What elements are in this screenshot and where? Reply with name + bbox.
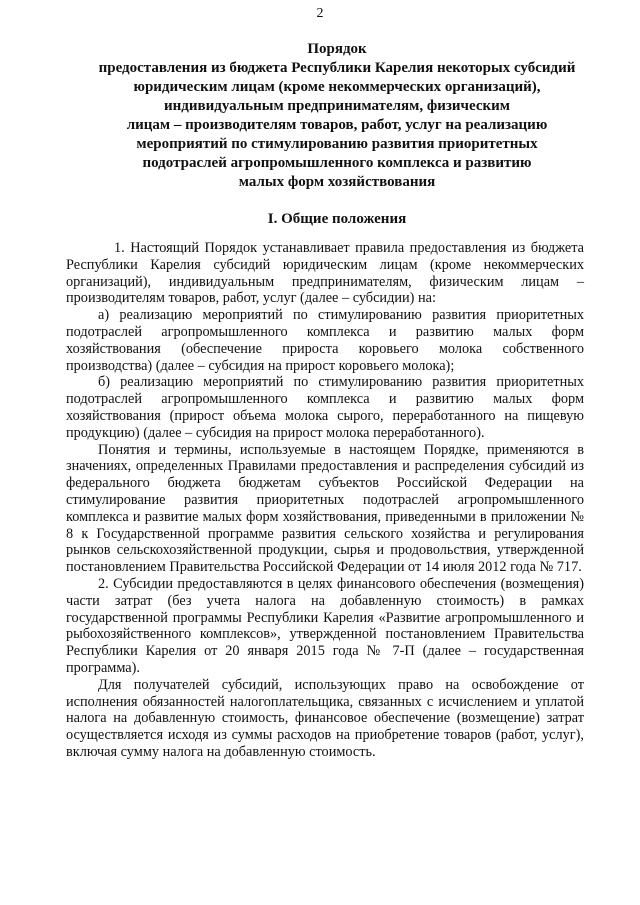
paragraph: Для получателей субсидий, использующих право на освобождение от исполнения обязанностей налогоплательщика, связанных с исчислением и уплатой налога на добавленную стоимость, финансовое обеспечение (возмещение) затрат осуществляется исходя из суммы расходов на приобретение товаров (работ, услуг), включая сумму налога на добавленную стоимость. <box>66 676 584 760</box>
title-line: юридическим лицам (кроме некоммерческих организаций), <box>133 79 541 95</box>
title-line: малых форм хозяйствования <box>238 174 436 190</box>
paragraph: б) реализацию мероприятий по стимулированию развития приоритетных подотраслей агропромышленного комплекса и развитию малых форм хозяйствования (прирост объема молока сырого, переработанного на пищевую продукцию) (далее – субсидия на прирост молока переработанного). <box>66 374 584 441</box>
title-line: предоставления из бюджета Республики Карелия некоторых субсидий <box>98 60 576 76</box>
paragraph: а) реализацию мероприятий по стимулированию развития приоритетных подотраслей агропромышленного комплекса и развитию малых форм хозяйствования (обеспечение прироста коровьего молока собственного производства) (далее – субсидия на прирост коровьего молока); <box>66 307 584 374</box>
page-number: 2 <box>316 6 324 21</box>
paragraph: 2. Субсидии предоставляются в целях финансового обеспечения (возмещения) части затрат (без учета налога на добавленную стоимость) в рамках государственной программы Республики Карелия «Развитие агропромышленного и рыбохозяйственного комплексов», утвержденной постановлением Правительства Республики Карелия от 20 января 2015 года № 7-П (далее – государственная программа). <box>66 575 584 676</box>
title-line: лицам – производителям товаров, работ, услуг на реализацию <box>126 117 548 133</box>
paragraph: Понятия и термины, используемые в настоящем Порядке, применяются в значениях, определенных Правилами предоставления и распределения субсидий из федерального бюджета бюджетам субъектов Российской Федерации на стимулирование развития приоритетных подотраслей агропромышленного комплекса и развитие малых форм хозяйствования, приведенными в приложении № 8 к Государственной программе развития сельского хозяйства и регулирования рынков сельскохозяйственной продукции, сырья и продовольствия, утвержденной постановлением Правительства Российской Федерации от 14 июля 2012 года № 717. <box>66 441 584 576</box>
title-line: мероприятий по стимулированию развития приоритетных <box>136 136 538 152</box>
paragraph: 1. Настоящий Порядок устанавливает правила предоставления из бюджета Республики Карелия субсидий юридическим лицам (кроме некоммерческих организаций), индивидуальным предпринимателям, физическим лицам – производителям товаров, работ, услуг (далее – субсидии) на: <box>66 240 584 307</box>
title-line: индивидуальным предпринимателям, физическим <box>163 98 511 114</box>
title-line: подотраслей агропромышленного комплекса и развитию <box>142 155 532 171</box>
document-body <box>66 240 584 761</box>
section-heading: I. Общие положения <box>267 211 407 227</box>
title-line: Порядок <box>307 41 367 57</box>
document-title <box>80 40 594 192</box>
